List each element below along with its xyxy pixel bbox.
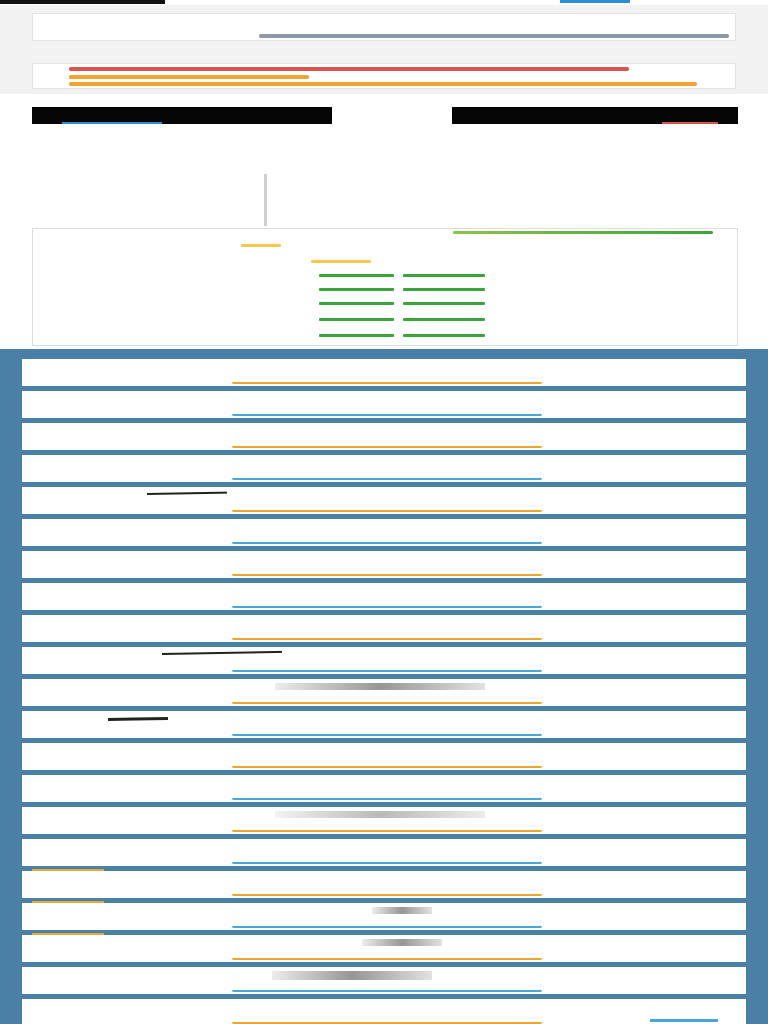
progress-bar-3-fill: [69, 82, 697, 86]
result-card[interactable]: [22, 647, 746, 674]
result-tag[interactable]: [232, 664, 542, 672]
progress-bar-2-fill: [69, 75, 309, 79]
schedule-bar-green: [403, 274, 485, 277]
result-card[interactable]: [22, 359, 746, 386]
result-tag[interactable]: [232, 920, 542, 928]
result-tag[interactable]: [232, 856, 542, 864]
schedule-row[interactable]: [51, 313, 721, 325]
result-card[interactable]: [22, 967, 746, 994]
result-card[interactable]: [22, 807, 746, 834]
result-card[interactable]: [22, 775, 746, 802]
result-card[interactable]: [22, 519, 746, 546]
schedule-table: [32, 228, 738, 346]
schedule-row[interactable]: [51, 283, 721, 295]
result-card[interactable]: [22, 391, 746, 418]
result-underline-stroke: [147, 492, 227, 495]
result-tag[interactable]: [232, 376, 542, 384]
header-scrollbar[interactable]: [259, 34, 729, 38]
results-heading: [92, 349, 676, 355]
schedule-status-bar: [453, 231, 713, 234]
header-region: [0, 5, 768, 94]
result-card[interactable]: [22, 423, 746, 450]
progress-bar-2: [69, 75, 309, 79]
result-card[interactable]: [22, 743, 746, 770]
result-thumbnail: [362, 939, 442, 946]
schedule-bar-green: [319, 318, 394, 321]
top-strip-accent-segment: [560, 0, 630, 3]
header-scrollbar-thumb[interactable]: [259, 34, 729, 38]
details-left-column: [72, 174, 257, 222]
result-tag[interactable]: [232, 568, 542, 576]
result-thumbnail: [275, 683, 485, 690]
header-card-top: [32, 13, 736, 41]
result-tag[interactable]: [232, 696, 542, 704]
result-thumbnail: [272, 971, 432, 980]
result-card[interactable]: [22, 679, 746, 706]
result-tag[interactable]: [232, 824, 542, 832]
header-card-progress: [32, 63, 736, 89]
result-card[interactable]: [22, 711, 746, 738]
result-tag[interactable]: [232, 472, 542, 480]
result-underline-stroke: [108, 717, 168, 721]
result-thumbnail: [275, 811, 485, 818]
result-tag[interactable]: [232, 792, 542, 800]
result-card[interactable]: [22, 839, 746, 866]
schedule-row[interactable]: [51, 255, 721, 267]
top-strip-dark-segment: [0, 0, 165, 4]
result-card[interactable]: [22, 871, 746, 898]
description-paragraph: [32, 126, 738, 168]
tab-3-underline: [662, 122, 718, 124]
result-card[interactable]: [22, 487, 746, 514]
result-underline-stroke: [162, 651, 282, 655]
result-card[interactable]: [22, 583, 746, 610]
schedule-row[interactable]: [51, 269, 721, 281]
schedule-bar-green: [403, 302, 485, 305]
schedule-bar-green: [403, 318, 485, 321]
schedule-row[interactable]: [51, 239, 721, 251]
result-tag[interactable]: [232, 728, 542, 736]
progress-bar-1: [69, 67, 629, 71]
detail-line: [302, 216, 722, 222]
detail-line: [72, 216, 257, 222]
tab-2-active[interactable]: [332, 107, 452, 124]
tab-1-underline: [62, 122, 162, 124]
details-section: [32, 170, 738, 228]
schedule-bar-green: [319, 302, 394, 305]
schedule-bar-green: [403, 334, 485, 337]
schedule-row[interactable]: [51, 297, 721, 309]
schedule-bar-green: [319, 274, 394, 277]
result-tag[interactable]: [232, 504, 542, 512]
details-right-column: [302, 174, 722, 222]
result-tag[interactable]: [232, 632, 542, 640]
schedule-status-bar-fill: [453, 231, 713, 234]
schedule-bar-yellow: [311, 260, 371, 263]
result-tag[interactable]: [232, 1016, 542, 1024]
progress-bar-1-fill: [69, 67, 629, 71]
result-tag[interactable]: [232, 600, 542, 608]
result-card[interactable]: [22, 455, 746, 482]
schedule-bar-yellow: [241, 244, 281, 247]
schedule-bar-green: [319, 288, 394, 291]
result-tag[interactable]: [232, 760, 542, 768]
result-card[interactable]: [22, 903, 746, 930]
schedule-bar-green: [319, 334, 394, 337]
result-tag[interactable]: [232, 440, 542, 448]
result-tag[interactable]: [232, 888, 542, 896]
tab-bar: [32, 107, 738, 124]
result-thumbnail: [372, 907, 432, 914]
schedule-bar-green: [403, 288, 485, 291]
results-list: [0, 349, 768, 1024]
result-card[interactable]: [22, 999, 746, 1024]
result-tag[interactable]: [232, 408, 542, 416]
details-divider: [264, 174, 267, 226]
tab-3[interactable]: [632, 107, 644, 124]
result-tag[interactable]: [232, 536, 542, 544]
result-tag[interactable]: [232, 952, 542, 960]
result-card[interactable]: [22, 615, 746, 642]
result-card[interactable]: [22, 935, 746, 962]
schedule-row[interactable]: [51, 329, 721, 341]
load-more-button[interactable]: [650, 1019, 718, 1022]
progress-bar-3: [69, 82, 697, 86]
result-tag[interactable]: [232, 984, 542, 992]
result-card[interactable]: [22, 551, 746, 578]
